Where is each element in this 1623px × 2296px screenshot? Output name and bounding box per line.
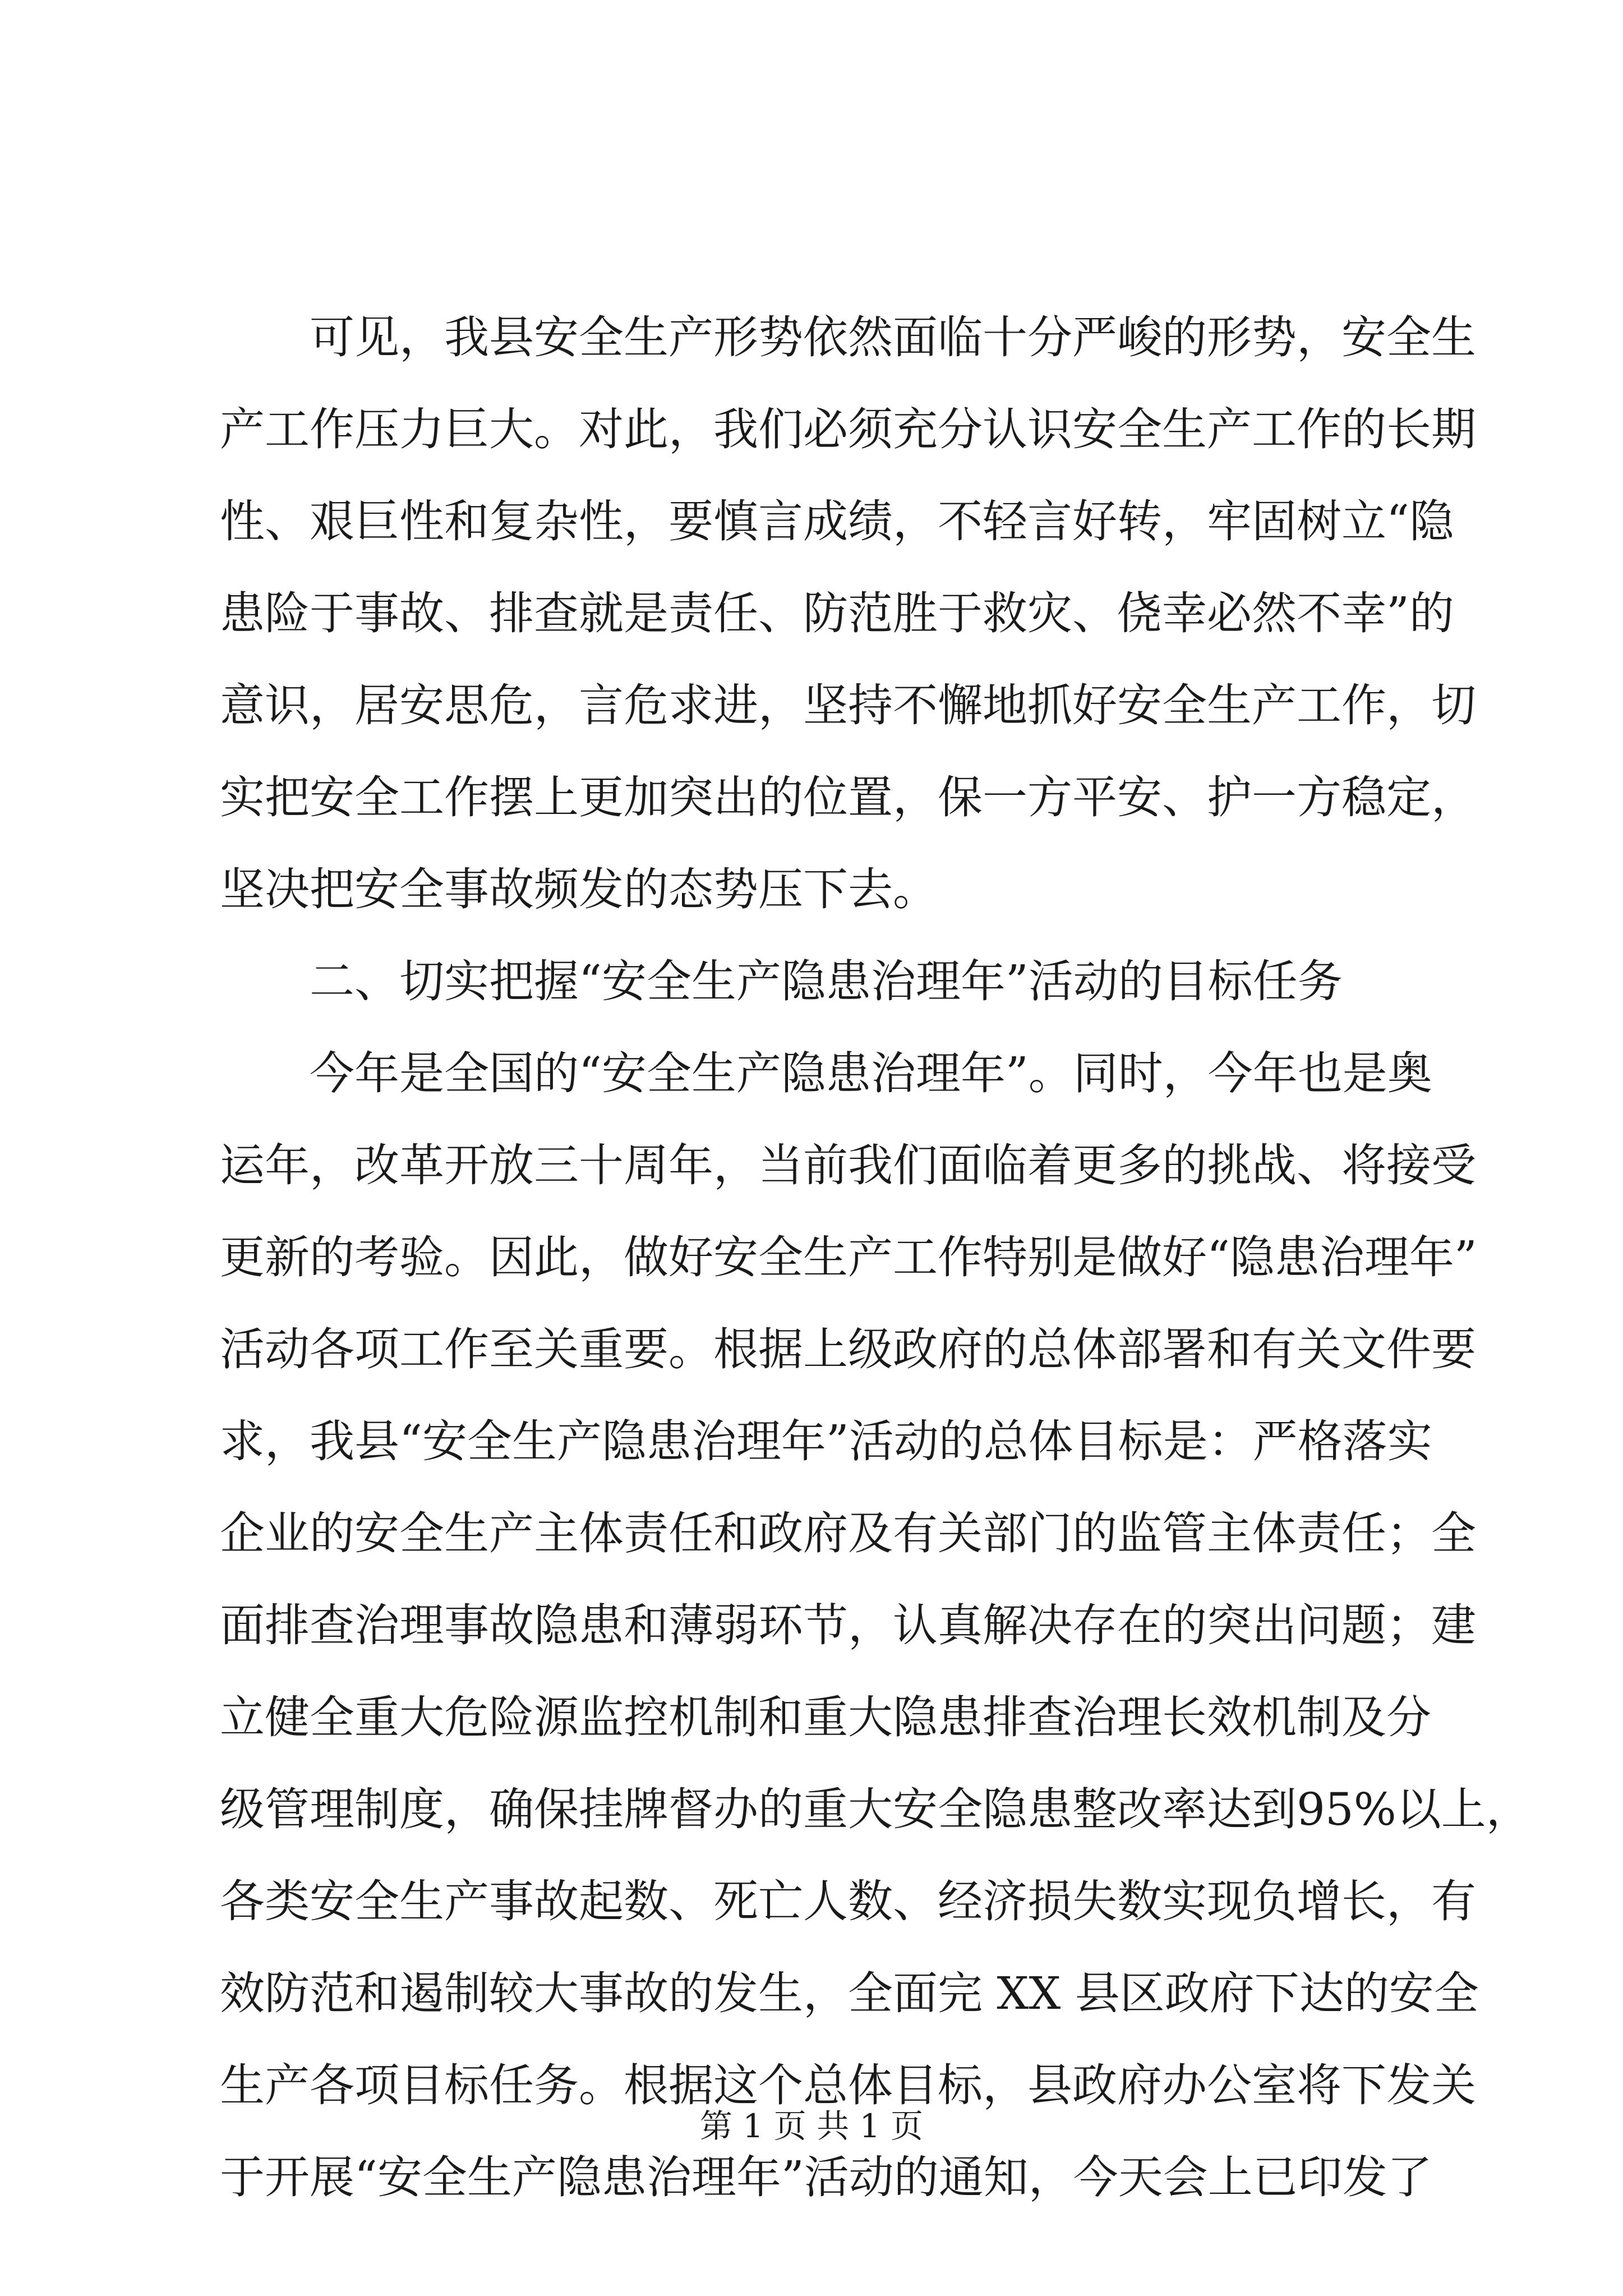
- text-line: 生产各项目标任务。根据这个总体目标，县政府办公室将下发关: [220, 2059, 1476, 2111]
- text-line: 面排查治理事故隐患和薄弱环节，认真解决存在的突出问题；建: [220, 1599, 1476, 1651]
- text-line: 企业的安全生产主体责任和政府及有关部门的监管主体责任；全: [220, 1507, 1476, 1559]
- text-line: 求，我县“安全生产隐患治理年”活动的总体目标是：严格落实: [220, 1415, 1432, 1467]
- text-line: 更新的考验。因此，做好安全生产工作特别是做好“隐患治理年”: [220, 1231, 1477, 1283]
- text-line: 性、艰巨性和复杂性，要慎言成绩，不轻言好转，牢固树立“隐: [220, 495, 1454, 547]
- text-line: 意识，居安思危，言危求进，坚持不懈地抓好安全生产工作，切: [220, 679, 1476, 731]
- text-line: 级管理制度，确保挂牌督办的重大安全隐患整改率达到95%以上，: [220, 1783, 1531, 1835]
- text-line: 实把安全工作摆上更加突出的位置，保一方平安、护一方稳定，: [220, 771, 1476, 823]
- text-line: 运年，改革开放三十周年，当前我们面临着更多的挑战、将接受: [220, 1139, 1476, 1191]
- page-footer: 第 1 页 共 1 页: [700, 2107, 923, 2145]
- text-line: 立健全重大危险源监控机制和重大隐患排查治理长效机制及分: [220, 1691, 1431, 1743]
- text-line: 患险于事故、排查就是责任、防范胜于救灾、侥幸必然不幸”的: [220, 587, 1454, 639]
- text-line: 坚决把安全事故频发的态势压下去。: [220, 863, 938, 915]
- text-line: 各类安全生产事故起数、死亡人数、经济损失数实现负增长，有: [220, 1875, 1476, 1927]
- text-line: 可见，我县安全生产形势依然面临十分严峻的形势，安全生: [310, 311, 1476, 364]
- text-line: 活动各项工作至关重要。根据上级政府的总体部署和有关文件要: [220, 1323, 1476, 1375]
- text-line: 二、切实把握“安全生产隐患治理年”活动的目标任务: [310, 955, 1343, 1007]
- text-line: 产工作压力巨大。对此，我们必须充分认识安全生产工作的长期: [220, 403, 1476, 455]
- text-line: 效防范和遏制较大事故的发生，全面完 XX 县区政府下达的安全: [220, 1967, 1479, 2019]
- text-line: 于开展“安全生产隐患治理年”活动的通知，今天会上已印发了: [220, 2151, 1432, 2203]
- document-body: [220, 292, 1531, 2224]
- text-line: 今年是全国的“安全生产隐患治理年”。同时，今年也是奥: [310, 1047, 1432, 1099]
